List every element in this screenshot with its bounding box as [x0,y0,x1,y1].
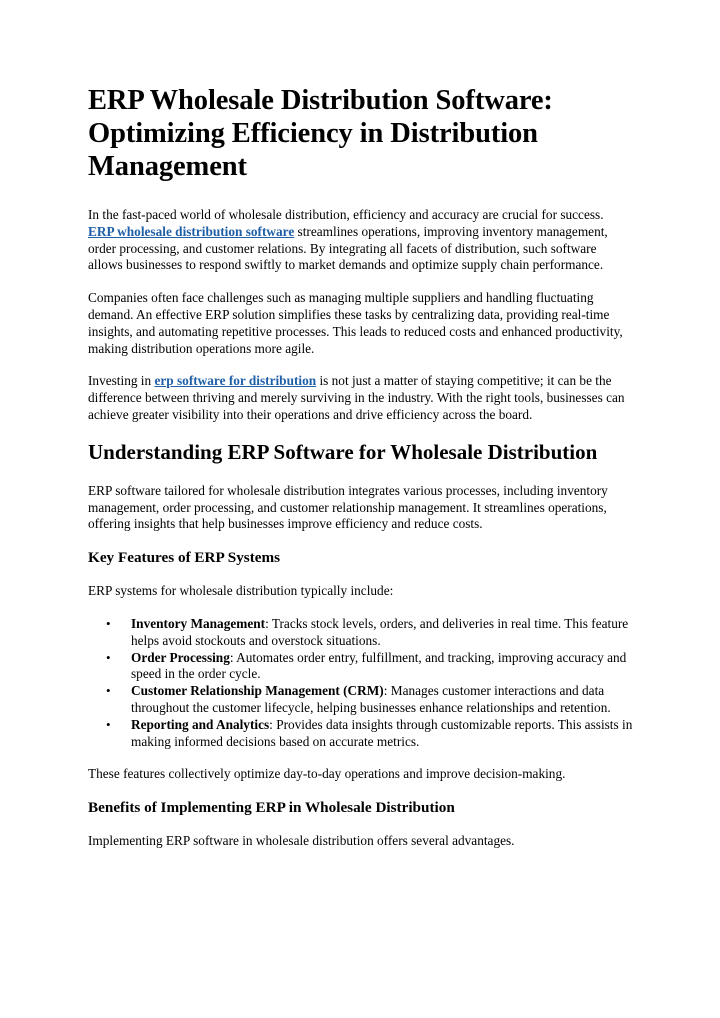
bullet-icon: • [106,683,111,699]
feature-term: Reporting and Analytics [131,716,270,732]
features-intro-paragraph: ERP systems for wholesale distribution typically include: [88,583,394,599]
features-outro-paragraph: These features collectively optimize day-to-day operations and improve decision-making. [88,766,566,782]
erp-wholesale-distribution-software-link[interactable]: ERP wholesale distribution software [88,223,295,239]
document-page [88,84,633,866]
feature-term: Order Processing [131,649,230,665]
erp-software-for-distribution-link[interactable]: erp software for distribution [154,373,317,389]
benefits-intro-paragraph: Implementing ERP software in wholesale distribution offers several advantages. [88,833,515,849]
list-item-inventory-management [106,615,633,650]
page-title: ERP Wholesale Distribution Software: Optimizing Efficiency in Distribution Management [88,85,553,182]
feature-description: : Manages customer interactions and data throughout the customer lifecycle, helping businesses enhance relationships and retention. [131,683,611,715]
list-item-order-processing [106,649,633,684]
challenges-paragraph: Companies often face challenges such as managing multiple suppliers and handling fluctuating demand. An effective ERP solution simplifies these tasks by centralizing data, providing real-time insights, and automating repetitive processes. This leads to reduced costs and enhanced productivity, making distribution operations more agile. [88,290,623,356]
investing-paragraph [88,373,633,423]
subheading-key-features: Key Features of ERP Systems [88,549,281,567]
understanding-erp-paragraph: ERP software tailored for wholesale distribution integrates various processes, including inventory management, order processing, and customer relationship management. It streamlines operations, offering insights that help businesses improve efficiency and reduce costs. [88,482,608,532]
bullet-icon: • [106,716,111,732]
list-item-crm [106,683,633,717]
feature-description: : Provides data insights through customizable reports. This assists in making informed decisions based on accurate metrics. [131,716,633,749]
intro-text-after-link: streamlines operations, improving inventory management, order processing, and customer relations. By integrating all facets of distribution, such software allows businesses to respond swiftly to market demands and optimize supply chain performance. [88,223,608,273]
feature-term: Customer Relationship Management (CRM) [131,683,384,699]
feature-description: : Automates order entry, fulfillment, and tracking, improving accuracy and speed in the order cycle. [131,649,627,682]
bullet-icon: • [106,615,111,631]
list-item-reporting-analytics [106,716,633,751]
feature-term: Inventory Management [131,615,266,631]
features-list [88,616,633,750]
investing-text-after-link: is not just a matter of staying competitive; it can be the difference between thriving and merely surviving in the industry. With the right tools, businesses can achieve greater visibility into their operations and drive efficiency across the board. [88,373,625,422]
bullet-icon: • [106,649,111,665]
investing-text-before-link: Investing in [88,373,155,389]
feature-description: : Tracks stock levels, orders, and deliveries in real time. This feature helps avoid stockouts and overstock situations. [131,615,629,648]
intro-paragraph [88,207,633,274]
subheading-benefits: Benefits of Implementing ERP in Wholesale Distribution [88,799,455,817]
intro-text-before-link: In the fast-paced world of wholesale distribution, efficiency and accuracy are crucial for success. [88,207,604,222]
section-heading-understanding-erp: Understanding ERP Software for Wholesale Distribution [88,439,598,464]
